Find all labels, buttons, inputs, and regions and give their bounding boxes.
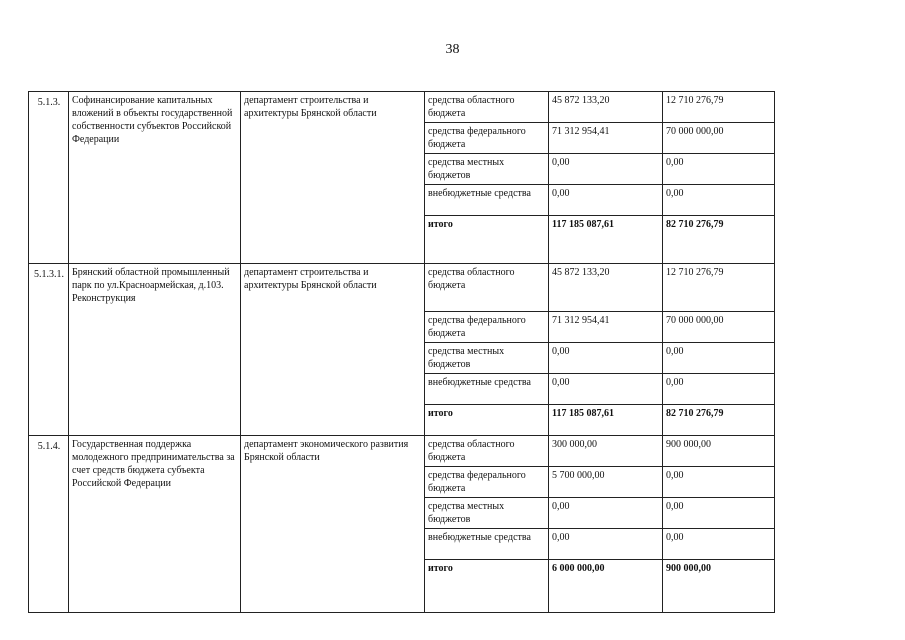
- item-name-cell: Государственная поддержка молодежного предпринимательства за счет средств бюджета субъекта Российской Федерации: [69, 436, 241, 613]
- amount-cell: 45 872 133,20: [549, 92, 663, 123]
- funding-source-cell: средства местных бюджетов: [425, 154, 549, 185]
- total-amount-cell: 82 710 276,79: [663, 216, 775, 264]
- amount-cell: 0,00: [663, 498, 775, 529]
- funding-source-cell: средства местных бюджетов: [425, 343, 549, 374]
- amount-cell: 0,00: [549, 529, 663, 560]
- amount-cell: 300 000,00: [549, 436, 663, 467]
- funding-source-cell: средства федерального бюджета: [425, 467, 549, 498]
- funding-source-cell: средства областного бюджета: [425, 92, 549, 123]
- amount-cell: 12 710 276,79: [663, 264, 775, 312]
- amount-cell: 12 710 276,79: [663, 92, 775, 123]
- item-number-cell: 5.1.4.: [29, 436, 69, 613]
- amount-cell: 0,00: [663, 343, 775, 374]
- item-number-cell: 5.1.3.: [29, 92, 69, 264]
- funding-source-cell: средства федерального бюджета: [425, 312, 549, 343]
- funding-source-cell: внебюджетные средства: [425, 529, 549, 560]
- amount-cell: 0,00: [549, 343, 663, 374]
- total-amount-cell: 900 000,00: [663, 560, 775, 613]
- item-name-cell: Софинансирование капитальных вложений в объекты государственной собственности субъектов Российской Федерации: [69, 92, 241, 264]
- amount-cell: 5 700 000,00: [549, 467, 663, 498]
- item-name-cell: Брянский областной промышленный парк по ул.Красноармейская, д.103. Реконструкция: [69, 264, 241, 436]
- total-amount-cell: 117 185 087,61: [549, 216, 663, 264]
- amount-cell: 0,00: [663, 467, 775, 498]
- amount-cell: 0,00: [663, 374, 775, 405]
- funding-source-cell: внебюджетные средства: [425, 185, 549, 216]
- total-amount-cell: 82 710 276,79: [663, 405, 775, 436]
- total-label-cell: итого: [425, 560, 549, 613]
- item-number-cell: 5.1.3.1.: [29, 264, 69, 436]
- table-row: [29, 436, 775, 467]
- amount-cell: 71 312 954,41: [549, 312, 663, 343]
- total-amount-cell: 6 000 000,00: [549, 560, 663, 613]
- amount-cell: 45 872 133,20: [549, 264, 663, 312]
- amount-cell: 900 000,00: [663, 436, 775, 467]
- amount-cell: 0,00: [663, 154, 775, 185]
- funding-source-cell: средства областного бюджета: [425, 264, 549, 312]
- executor-cell: департамент экономического развития Брянской области: [241, 436, 425, 613]
- funding-source-cell: внебюджетные средства: [425, 374, 549, 405]
- executor-cell: департамент строительства и архитектуры Брянской области: [241, 92, 425, 264]
- amount-cell: 0,00: [663, 529, 775, 560]
- table-row: [29, 92, 775, 123]
- amount-cell: 0,00: [549, 185, 663, 216]
- total-label-cell: итого: [425, 405, 549, 436]
- amount-cell: 71 312 954,41: [549, 123, 663, 154]
- budget-table: [28, 91, 775, 613]
- amount-cell: 0,00: [549, 154, 663, 185]
- total-label-cell: итого: [425, 216, 549, 264]
- amount-cell: 0,00: [663, 185, 775, 216]
- table-row: [29, 264, 775, 312]
- amount-cell: 0,00: [549, 374, 663, 405]
- page-number: 38: [445, 42, 460, 57]
- amount-cell: 70 000 000,00: [663, 312, 775, 343]
- amount-cell: 0,00: [549, 498, 663, 529]
- funding-source-cell: средства местных бюджетов: [425, 498, 549, 529]
- total-amount-cell: 117 185 087,61: [549, 405, 663, 436]
- executor-cell: департамент строительства и архитектуры Брянской области: [241, 264, 425, 436]
- funding-source-cell: средства федерального бюджета: [425, 123, 549, 154]
- funding-source-cell: средства областного бюджета: [425, 436, 549, 467]
- amount-cell: 70 000 000,00: [663, 123, 775, 154]
